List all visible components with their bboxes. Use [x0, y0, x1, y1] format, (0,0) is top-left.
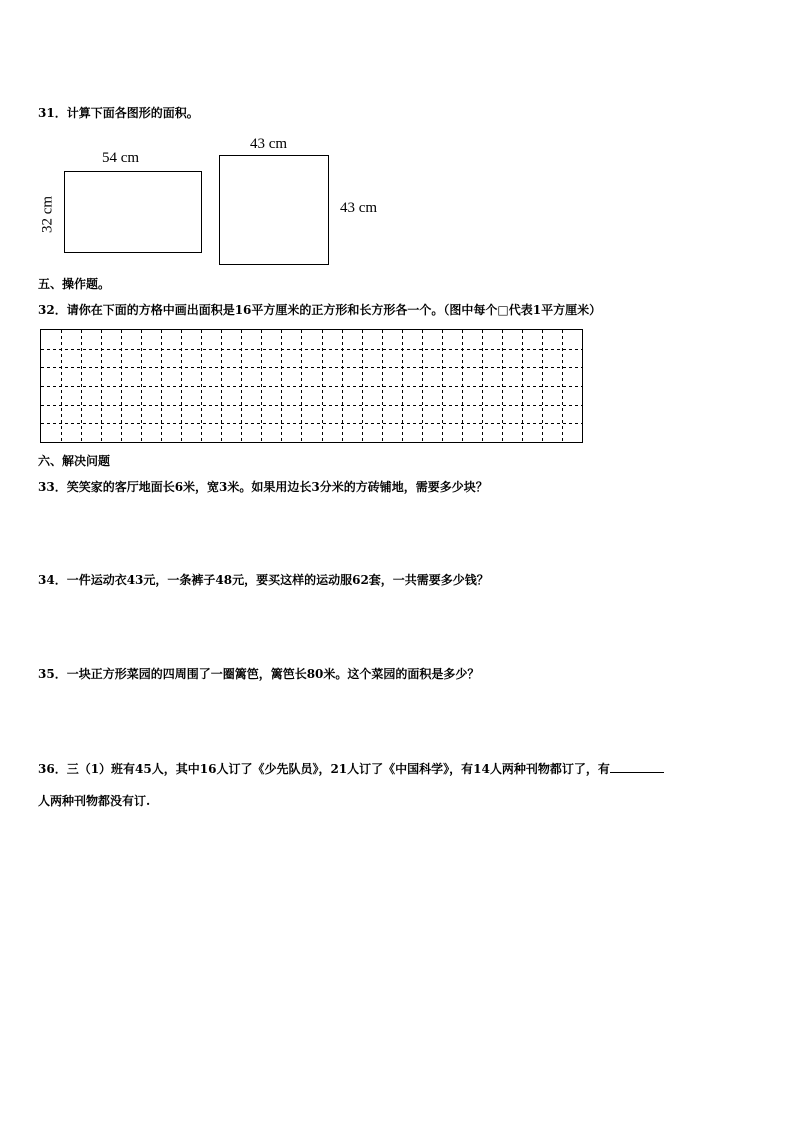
question-36-line-1 [38, 760, 664, 777]
rectangle-length-label: 54 cm [102, 150, 140, 166]
section-5-title: 五、操作题。 [38, 277, 111, 291]
square-side-label: 43 cm [340, 200, 378, 216]
rectangle-width-label: 32 cm [39, 195, 56, 234]
rectangle-shape [64, 171, 202, 253]
question-35-text: 35．一块正方形菜园的四周围了一圈篱笆，篱笆长80米。这个菜园的面积是多少？ [38, 667, 480, 681]
grid-lines [41, 330, 582, 442]
question-36-text-part-2: 人两种刊物都没有订. [38, 794, 151, 808]
section-6-title: 六、解决问题 [38, 454, 111, 468]
square-shape [219, 155, 329, 265]
question-36-text-part-1: 36．三（1）班有45人，其中16人订了《少先队员》，21人订了《中国科学》，有14人两种刊物都订了，有 [38, 762, 610, 776]
question-33-text: 33．笑笑家的客厅地面长6米，宽3米。如果用边长3分米的方砖铺地，需要多少块？ [38, 480, 488, 494]
question-32-text: 32．请你在下面的方格中画出面积是16平方厘米的正方形和长方形各一个。（图中每个□代表1平方厘米） [38, 303, 602, 317]
answer-blank[interactable] [610, 760, 664, 773]
question-34-text: 34．一件运动衣43元，一条裤子48元，要买这样的运动服62套，一共需要多少钱？ [38, 573, 489, 587]
square-grid [40, 329, 583, 443]
question-31-text: 31．计算下面各图形的面积。 [38, 106, 199, 120]
square-top-label: 43 cm [250, 136, 288, 152]
